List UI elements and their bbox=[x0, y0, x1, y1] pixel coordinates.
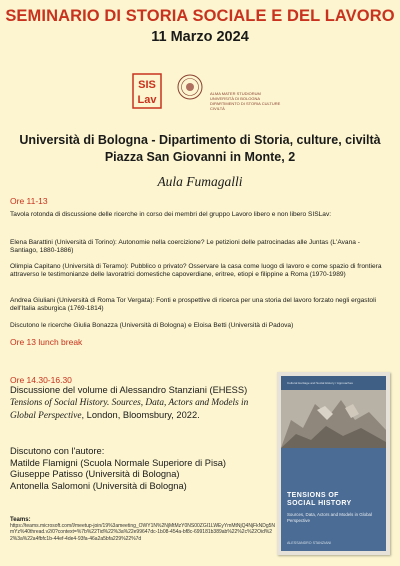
svg-text:SIS: SIS bbox=[138, 79, 156, 91]
svg-text:Lav: Lav bbox=[137, 94, 157, 106]
lunch-break: Ore 13 lunch break bbox=[10, 337, 83, 347]
teams-link[interactable]: https://teams.microsoft.com/l/meetup-join/19%3ameeting_OWY1N%2NjMtMzY0NS00ZGI1LWEyYmMtNjQ4NjFkNDg5NmYz%40thread.v2/0?context=%7b%22Tid%22%3a%22e99647dc-1b08-454a-bf8c-699181b389ab%22%2c%22Oid%22%3a%22a4fbfc1b-44ef-4de4-93fa-46a2a5bfa229%22%7d bbox=[10, 523, 275, 542]
room-name: Aula Fumagalli bbox=[157, 174, 243, 189]
book-series: Cultural Heritage and Social History / Approaches bbox=[287, 381, 353, 385]
seminar-date: 11 Marzo 2024 bbox=[151, 29, 249, 45]
afternoon-time: Ore 14.30-16.30 bbox=[10, 375, 72, 385]
seminar-title: SEMINARIO DI STORIA SOCIALE E DEL LAVORO bbox=[5, 7, 395, 25]
book-cover-photo bbox=[281, 390, 386, 448]
round-table-intro: Tavola rotonda di discussione delle ricerche in corso dei membri del gruppo Lavoro libero e non libero SISLav: bbox=[10, 211, 332, 218]
talk-item: Andrea Giuliani (Università di Roma Tor Vergata): Fonti e prospettive di ricerca per una storia del lavoro forzato negli ergastoli dell'Italia asburgica (1769-1814) bbox=[10, 297, 377, 313]
talk-item: Elena Barattini (Università di Torino): Autonomie nella coercizione? Le petizioni delle patrocinadas alle Juntas (L'Avana - Santiago, 1880-1886) bbox=[10, 239, 360, 255]
discussant: Giuseppe Patisso (Università di Bologna) bbox=[10, 469, 180, 479]
talk-item: Olimpia Capitano (Università di Teramo): Pubblico o privato? Osservare la casa come luogo di lavoro e come spazio di frontiera attraverso le testimonianze delle lavoratrici domestiche capoverdiane, eritree, etiopi e filippine a Roma (1970-1989) bbox=[10, 263, 382, 279]
discussant: Antonella Salomoni (Università di Bologna) bbox=[10, 480, 187, 491]
afternoon-discussants: Discutono con l'autore: Matilde Flamigni (Scuola Normale Superiore di Pisa) Giuseppe Patisso (Università di Bologna) Antonella Salomoni (Università di Bologna) bbox=[10, 446, 272, 492]
book-cover-subtitle: Sources, Data, Actors and Models in Global Perspective bbox=[287, 512, 372, 523]
discussant: Matilde Flamigni (Scuola Normale Superiore di Pisa) bbox=[10, 457, 226, 468]
book-discussion: Discussione del volume di Alessandro Stanziani (EHESS) Tensions of Social History. Sources, Data, Actors and Models in Global Perspective, London, Bloomsbury, 2022. bbox=[10, 385, 249, 421]
book-reference: Tensions of Social History. Sources, Data, Actors and Models in Global Perspective bbox=[10, 397, 249, 421]
morning-discussants: Discutono le ricerche Giulia Bonazza (Università di Bologna) e Eloisa Betti (Università di Padova) bbox=[10, 322, 294, 329]
university-seal-icon bbox=[177, 74, 203, 100]
teams-section bbox=[10, 517, 278, 542]
teams-label: Teams: bbox=[10, 517, 31, 523]
venue-address: Piazza San Giovanni in Monte, 2 bbox=[104, 150, 296, 164]
book-cover-author: ALESSANDRO STANZIANI bbox=[287, 541, 332, 545]
sislav-logo bbox=[132, 73, 162, 109]
book-cover-title: TENSIONS OF SOCIAL HISTORY bbox=[287, 492, 352, 507]
university-name: Università di Bologna - Dipartimento di Storia, culture, civiltà bbox=[19, 133, 381, 147]
morning-time: Ore 11-13 bbox=[10, 196, 48, 206]
book-cover bbox=[277, 372, 390, 555]
university-logo-text: ALMA MATER STUDIORUM UNIVERSITÀ DI BOLOGNA DIPARTIMENTO DI STORIA CULTURE CIVILTÀ bbox=[210, 91, 281, 111]
